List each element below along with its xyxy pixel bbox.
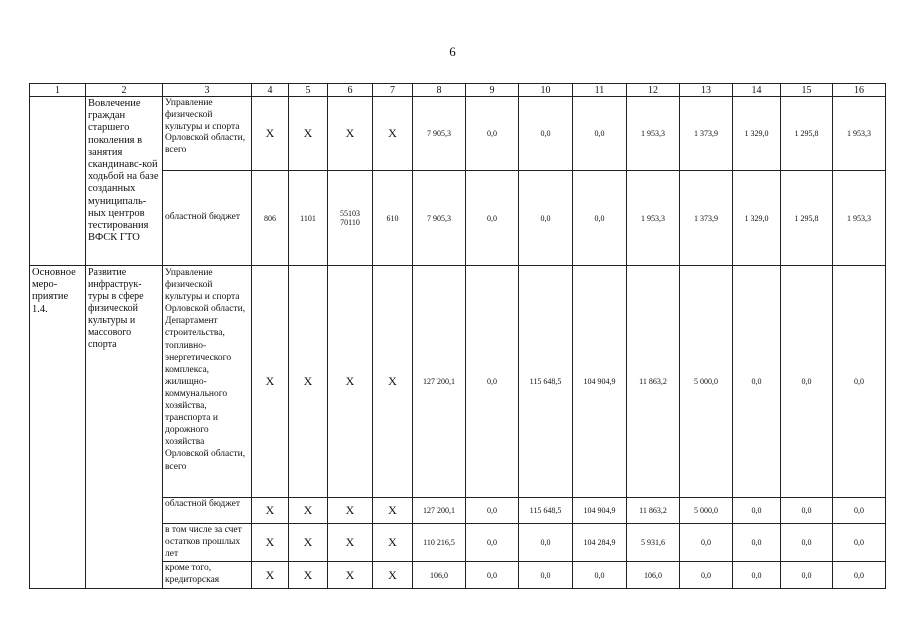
value-cell: 0,0 xyxy=(733,498,781,524)
value-cell: 0,0 xyxy=(519,97,573,171)
value-cell: 0,0 xyxy=(833,498,886,524)
header-cell: 1 xyxy=(30,84,86,97)
value-cell: 127 200,1 xyxy=(413,498,466,524)
header-cell: 5 xyxy=(289,84,328,97)
value-cell: 1 295,8 xyxy=(781,97,833,171)
code-cell: Х xyxy=(289,562,328,589)
header-cell: 2 xyxy=(86,84,163,97)
header-cell: 16 xyxy=(833,84,886,97)
responsible-cell: областной бюджет xyxy=(163,171,252,266)
value-cell: 104 904,9 xyxy=(573,266,627,498)
responsible-cell: Управление физической культуры и спорта Орловской области, Департамент строительства, топливно-энергетического комплекса, жилищно-коммунального хозяйства, транспорта и дорожного хозяйства Орловской области, всего xyxy=(163,266,252,498)
value-cell: 7 905,3 xyxy=(413,171,466,266)
value-cell: 0,0 xyxy=(781,498,833,524)
value-cell: 0,0 xyxy=(733,266,781,498)
event-label: Основное меро-приятие 1.4. xyxy=(30,266,86,589)
code-cell: Х xyxy=(373,524,413,562)
header-cell: 15 xyxy=(781,84,833,97)
activity-name: Развитие инфраструк-туры в сфере физической культуры и массового спорта xyxy=(86,266,163,589)
header-cell: 4 xyxy=(252,84,289,97)
value-cell: 0,0 xyxy=(573,562,627,589)
value-cell: 5 000,0 xyxy=(680,266,733,498)
header-row xyxy=(30,84,886,97)
code-cell: Х xyxy=(289,97,328,171)
value-cell: 0,0 xyxy=(466,524,519,562)
value-cell: 1 329,0 xyxy=(733,171,781,266)
header-cell: 7 xyxy=(373,84,413,97)
header-cell: 6 xyxy=(328,84,373,97)
header-cell: 13 xyxy=(680,84,733,97)
code-cell: Х xyxy=(373,498,413,524)
header-cell: 14 xyxy=(733,84,781,97)
value-cell: 104 284,9 xyxy=(573,524,627,562)
responsible-cell: Управление физической культуры и спорта Орловской области, всего xyxy=(163,97,252,171)
value-cell: 0,0 xyxy=(466,171,519,266)
table-row xyxy=(30,266,886,498)
value-cell: 127 200,1 xyxy=(413,266,466,498)
value-cell: 5 000,0 xyxy=(680,498,733,524)
value-cell: 0,0 xyxy=(466,97,519,171)
responsible-cell: областной бюджет xyxy=(163,498,252,524)
code-cell: 610 xyxy=(373,171,413,266)
code-cell: Х xyxy=(328,97,373,171)
value-cell: 115 648,5 xyxy=(519,498,573,524)
header-cell: 12 xyxy=(627,84,680,97)
value-cell: 0,0 xyxy=(733,524,781,562)
value-cell: 11 863,2 xyxy=(627,266,680,498)
value-cell: 1 953,3 xyxy=(833,171,886,266)
code-cell: 55103 70110 xyxy=(328,171,373,266)
header-cell: 3 xyxy=(163,84,252,97)
value-cell: 1 295,8 xyxy=(781,171,833,266)
value-cell: 0,0 xyxy=(781,266,833,498)
value-cell: 0,0 xyxy=(466,562,519,589)
header-cell: 9 xyxy=(466,84,519,97)
value-cell: 1 953,3 xyxy=(833,97,886,171)
code-cell: Х xyxy=(328,498,373,524)
value-cell: 104 904,9 xyxy=(573,498,627,524)
value-cell: 1 953,3 xyxy=(627,97,680,171)
page-number: 6 xyxy=(449,44,456,59)
code-cell: Х xyxy=(328,266,373,498)
value-cell: 106,0 xyxy=(413,562,466,589)
value-cell: 115 648,5 xyxy=(519,266,573,498)
value-cell: 0,0 xyxy=(833,266,886,498)
code-cell: Х xyxy=(252,524,289,562)
code-cell: Х xyxy=(373,562,413,589)
value-cell: 0,0 xyxy=(573,97,627,171)
code-cell: Х xyxy=(252,266,289,498)
value-cell: 1 953,3 xyxy=(627,171,680,266)
code-cell: Х xyxy=(252,97,289,171)
value-cell: 0,0 xyxy=(680,524,733,562)
code-cell: Х xyxy=(252,562,289,589)
header-cell: 10 xyxy=(519,84,573,97)
value-cell: 110 216,5 xyxy=(413,524,466,562)
code-cell: Х xyxy=(289,498,328,524)
value-cell: 0,0 xyxy=(781,562,833,589)
responsible-cell: в том числе за счет остатков прошлых лет xyxy=(163,524,252,562)
value-cell: 0,0 xyxy=(781,524,833,562)
code-cell: Х xyxy=(328,524,373,562)
code-cell: Х xyxy=(289,266,328,498)
budget-table xyxy=(29,83,886,589)
header-cell: 8 xyxy=(413,84,466,97)
value-cell: 0,0 xyxy=(573,171,627,266)
code-cell: 806 xyxy=(252,171,289,266)
value-cell: 1 373,9 xyxy=(680,171,733,266)
value-cell: 0,0 xyxy=(833,524,886,562)
code-cell: Х xyxy=(373,266,413,498)
value-cell: 0,0 xyxy=(519,171,573,266)
value-cell: 0,0 xyxy=(733,562,781,589)
event-cell-empty xyxy=(30,97,86,266)
value-cell: 7 905,3 xyxy=(413,97,466,171)
value-cell: 0,0 xyxy=(519,562,573,589)
value-cell: 106,0 xyxy=(627,562,680,589)
value-cell: 11 863,2 xyxy=(627,498,680,524)
value-cell: 1 373,9 xyxy=(680,97,733,171)
activity-name: Вовлечение граждан старшего поколения в занятия скандинавс-кой ходьбой на базе созданных муниципаль-ных центров тестирования ВФСК ГТО xyxy=(86,97,163,266)
code-cell: Х xyxy=(373,97,413,171)
responsible-cell: кроме того, кредиторская xyxy=(163,562,252,589)
code-cell: 1101 xyxy=(289,171,328,266)
value-cell: 0,0 xyxy=(519,524,573,562)
value-cell: 0,0 xyxy=(466,266,519,498)
value-cell: 0,0 xyxy=(833,562,886,589)
value-cell: 0,0 xyxy=(466,498,519,524)
code-cell: Х xyxy=(252,498,289,524)
code-cell: Х xyxy=(289,524,328,562)
code-cell: Х xyxy=(328,562,373,589)
value-cell: 0,0 xyxy=(680,562,733,589)
value-cell: 5 931,6 xyxy=(627,524,680,562)
table-row xyxy=(30,97,886,171)
value-cell: 1 329,0 xyxy=(733,97,781,171)
header-cell: 11 xyxy=(573,84,627,97)
